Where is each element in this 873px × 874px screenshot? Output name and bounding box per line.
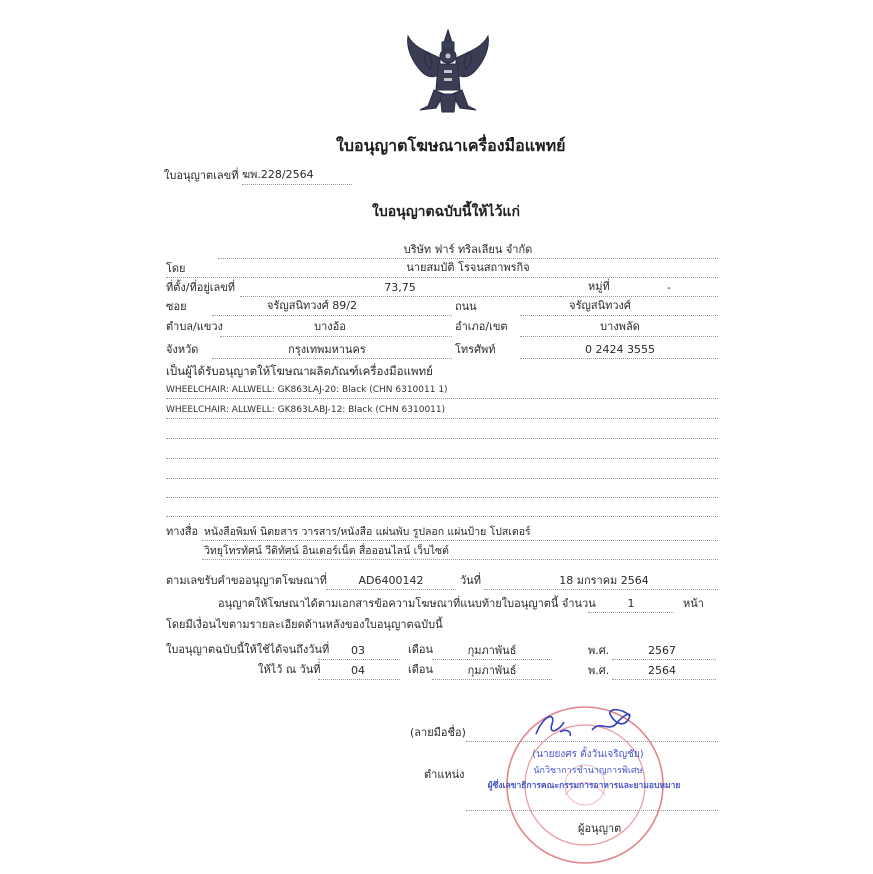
media-line2-underline	[202, 559, 718, 560]
district-line	[520, 336, 718, 337]
product-item: WHEELCHAIR: ALLWELL: GK863LABJ-12: Black (CHN 6310011)	[166, 405, 446, 415]
product-line	[166, 398, 718, 399]
conditions-text: โดยมีเงื่อนไขตามรายละเอียดด้านหลังของใบอนุญาตฉบับนี้	[166, 618, 443, 631]
approve-text: อนุญาตให้โฆษณาได้ตามเอกสารข้อความโฆษณาที่แนบท้ายใบอนุญาตนี้ จำนวน	[218, 597, 596, 610]
road-label: ถนน	[455, 300, 477, 313]
valid-until-day: 03	[351, 644, 365, 657]
empty-line	[166, 497, 718, 498]
pages-value: 1	[627, 597, 635, 610]
empty-line	[166, 478, 718, 479]
signer-title1: นักวิชาการชำนาญการพิเศษ	[533, 766, 643, 776]
valid-until-month-label: เดือน	[408, 643, 434, 656]
request-label: ตามเลขรับคำขออนุญาตโฆษณาที่	[166, 574, 327, 587]
issued-year: 2564	[648, 664, 676, 677]
issued-month: กุมภาพันธ์	[467, 664, 517, 677]
valid-until-year-line	[612, 659, 716, 660]
request-line	[326, 589, 456, 590]
media-line1: หนังสือพิมพ์ นิตยสาร วารสาร/หนังสือ แผ่นพับ รูปลอก แผ่นป้าย โปสเตอร์	[204, 526, 531, 538]
road-value: จรัญสนิทวงศ์	[569, 299, 631, 312]
signer-title2: ผู้ซึ่งเลขาธิการคณะกรรมการอาหารและยามอบหมาย	[487, 781, 681, 791]
by-label: โดย	[166, 262, 186, 275]
request-date-value: 18 มกราคม 2564	[559, 574, 649, 587]
subdistrict-label: ตำบล/แขวง	[166, 320, 223, 333]
request-date-line	[484, 589, 718, 590]
phone-label: โทรศัพท์	[455, 343, 496, 356]
moo-label: หมู่ที่	[588, 280, 610, 293]
position-line	[466, 810, 718, 811]
license-number-value: ฆพ.228/2564	[242, 168, 314, 181]
license-number-line	[242, 184, 352, 185]
soi-line	[212, 315, 452, 316]
soi-label: ซอย	[166, 300, 187, 313]
house-no-label: ที่ตั้ง/ที่อยู่เลขที่	[166, 281, 236, 294]
house-no-line	[240, 296, 560, 297]
phone-line	[520, 358, 718, 359]
signature-icon	[530, 706, 640, 742]
by-value: นายสมบัติ โรจนสถาพรกิจ	[406, 261, 530, 274]
empty-line	[166, 438, 718, 439]
garuda-emblem	[400, 22, 496, 120]
valid-until-label: ใบอนุญาตฉบับนี้ให้ใช้ได้จนถึงวันที่	[166, 643, 330, 656]
soi-value: จรัญสนิทวงศ์ 89/2	[267, 299, 357, 312]
position-label: ตำแหน่ง	[424, 768, 465, 781]
issued-day-line	[318, 679, 400, 680]
house-no-value: 73,75	[384, 281, 416, 294]
issued-month-line	[432, 679, 552, 680]
district-value: บางพลัด	[600, 320, 640, 333]
empty-line	[166, 458, 718, 459]
issued-day: 04	[351, 664, 365, 677]
province-value: กรุงเทพมหานคร	[288, 343, 366, 356]
media-line2: วิทยุโทรทัศน์ วีดิทัศน์ อินเตอร์เน็ต สื่อออนไลน์ เว็บไซต์	[204, 545, 449, 557]
signer-name: (นายยงศร ตั้งวันเจริญชัย)	[532, 749, 644, 760]
moo-value: -	[667, 281, 671, 294]
signature-scribble	[530, 706, 640, 742]
product-item: WHEELCHAIR: ALLWELL: GK863LAJ-20: Black (CHN 6310011 1)	[166, 385, 448, 395]
valid-until-year: 2567	[648, 644, 676, 657]
valid-until-month: กุมภาพันธ์	[467, 644, 517, 657]
media-label: ทางสื่อ	[166, 525, 199, 538]
licensor-label: ผู้อนุญาต	[578, 822, 622, 835]
garuda-icon	[400, 22, 496, 120]
phone-value: 0 2424 3555	[585, 343, 655, 356]
granted-to-heading: ใบอนุญาตฉบับนี้ให้ไว้แก่	[372, 204, 520, 220]
signature-label: (ลายมือชื่อ)	[410, 726, 466, 739]
road-line	[520, 315, 718, 316]
company-name: บริษัท ฟาร์ ทริลเลียน จำกัด	[403, 243, 533, 256]
province-line	[212, 358, 452, 359]
by-line	[166, 277, 718, 278]
moo-line	[560, 296, 718, 297]
issued-label: ให้ไว้ ณ วันที่	[258, 663, 321, 676]
request-date-label: วันที่	[460, 574, 481, 587]
products-heading: เป็นผู้ได้รับอนุญาตให้โฆษณาผลิตภัณฑ์เครื่องมือแพทย์	[166, 364, 433, 378]
request-value: AD6400142	[358, 574, 424, 587]
issued-month-label: เดือน	[408, 663, 434, 676]
pages-unit: หน้า	[683, 597, 704, 610]
valid-until-be-label: พ.ศ.	[588, 644, 610, 657]
valid-until-day-line	[318, 659, 400, 660]
product-line	[166, 418, 718, 419]
district-label: อำเภอ/เขต	[455, 320, 508, 333]
pages-line	[588, 612, 674, 613]
media-line1-underline	[202, 540, 718, 541]
subdistrict-line	[220, 336, 452, 337]
issued-year-line	[612, 679, 716, 680]
valid-until-month-line	[432, 659, 552, 660]
province-label: จังหวัด	[166, 343, 199, 356]
subdistrict-value: บางอ้อ	[314, 320, 346, 333]
document-title: ใบอนุญาตโฆษณาเครื่องมือแพทย์	[336, 136, 566, 155]
company-line	[218, 258, 718, 259]
empty-line	[166, 516, 718, 517]
issued-be-label: พ.ศ.	[588, 664, 610, 677]
license-number-label: ใบอนุญาตเลขที่	[164, 169, 239, 182]
